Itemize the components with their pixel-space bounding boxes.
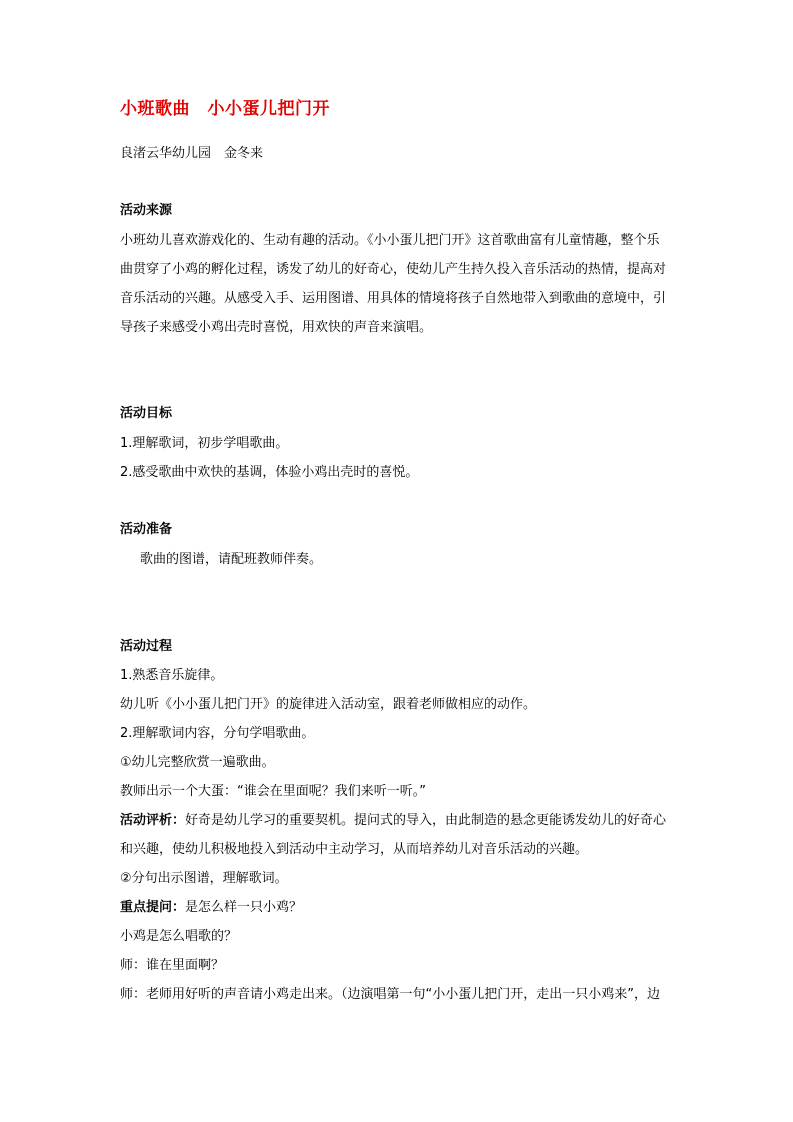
process-substep: ①幼儿完整欣赏一遍歌曲。 [120,755,275,770]
section-heading-goals: 活动目标 [120,406,173,421]
comment-line [120,813,666,829]
paragraph-line: 导孩子来感受小鸡出壳时喜悦，用欢快的声音来演唱。 [120,320,433,335]
goal-item: 1.理解歌词，初步学唱歌曲。 [120,436,289,451]
process-step: 2.理解歌词内容，分句学唱歌曲。 [120,726,315,741]
process-text: 和兴趣，使幼儿积极地投入到活动中主动学习，从而培养幼儿对音乐活动的兴趣。 [120,842,589,857]
author-line: 良渚云华幼儿园 金冬来 [120,146,264,161]
paragraph-line: 曲贯穿了小鸡的孵化过程，诱发了幼儿的好奇心，使幼儿产生持久投入音乐活动的热情，提高对 [120,262,667,277]
process-text: 师：谁在里面啊？ [120,958,225,973]
paragraph-line: 音乐活动的兴趣。从感受入手、运用图谱、用具体的情境将孩子自然地带入到歌曲的意境中，引 [120,291,667,306]
process-text: 师：老师用好听的声音请小鸡走出来。（边演唱第一句“小小蛋儿把门开，走出一只小鸡来”，边 [120,987,660,1002]
process-text: 小鸡是怎么唱歌的？ [120,929,238,944]
section-heading-source: 活动来源 [120,203,173,218]
process-text: 幼儿听《小小蛋儿把门开》的旋律进入活动室，跟着老师做相应的动作。 [120,697,537,712]
question-line [120,900,302,916]
comment-label: 活动评析： [120,813,186,828]
paragraph-line: 小班幼儿喜欢游戏化的、生动有趣的活动。《小小蛋儿把门开》这首歌曲富有儿童情趣，整个乐 [120,233,660,248]
section-heading-prep: 活动准备 [120,522,173,537]
document-title: 小班歌曲 小小蛋儿把门开 [120,99,330,119]
prep-item: 歌曲的图谱，请配班教师伴奏。 [140,552,323,567]
process-text: 教师出示一个大蛋：“谁会在里面呢？我们来听一听。” [120,784,426,799]
process-substep: ②分句出示图谱，理解歌词。 [120,871,288,886]
comment-text: 好奇是幼儿学习的重要契机。提问式的导入，由此制造的悬念更能诱发幼儿的好奇心 [185,813,667,828]
process-step: 1.熟悉音乐旋律。 [120,668,224,683]
goal-item: 2.感受歌曲中欢快的基调，体验小鸡出壳时的喜悦。 [120,465,419,480]
section-heading-process: 活动过程 [120,639,173,654]
question-label: 重点提问： [120,900,186,915]
question-text: 是怎么样一只小鸡？ [185,900,303,915]
